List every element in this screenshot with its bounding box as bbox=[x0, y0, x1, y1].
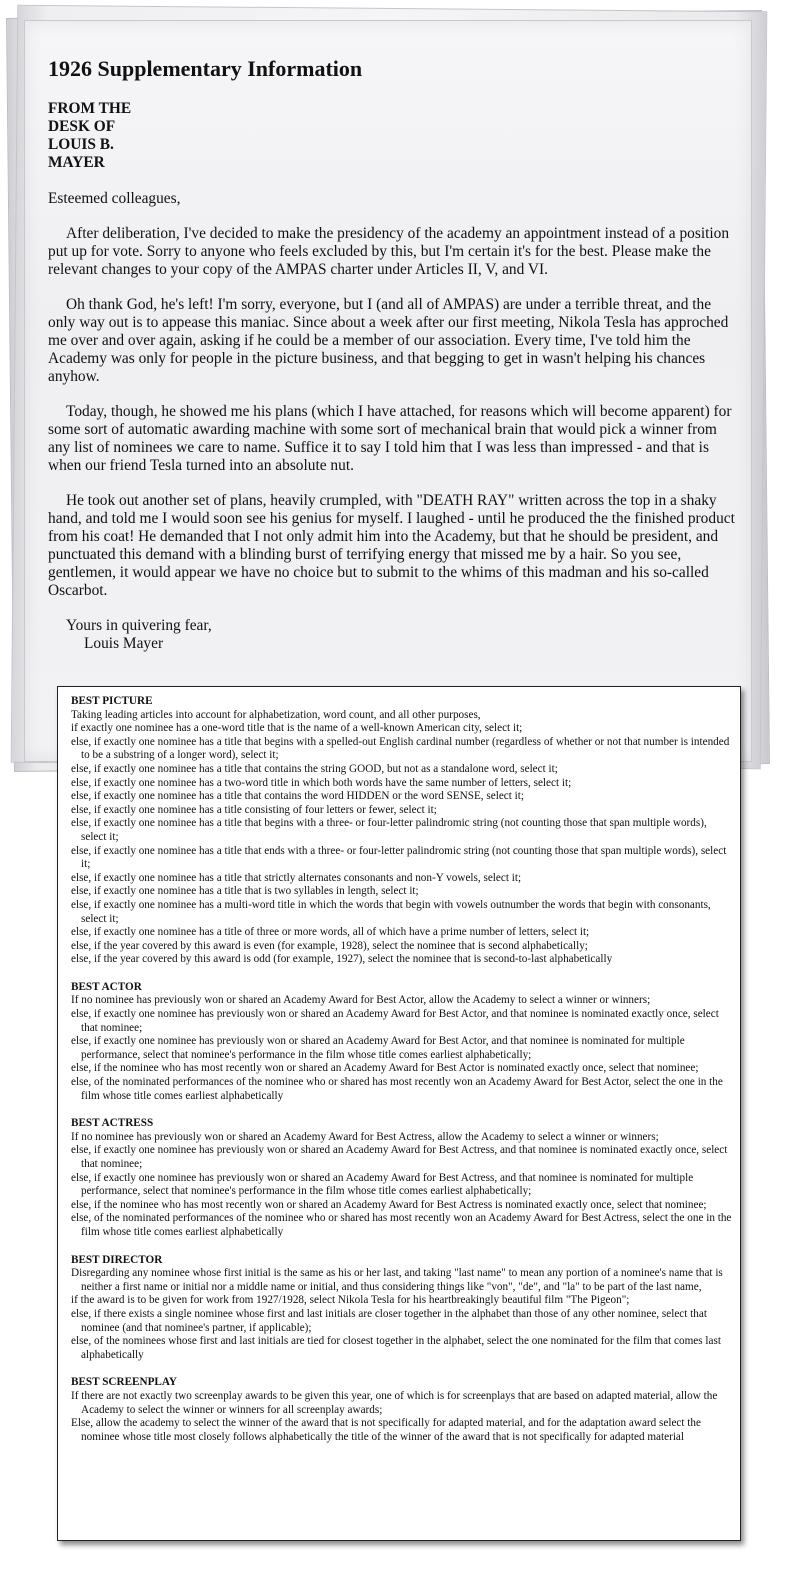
rule-line: else, if exactly one nominee has a title that begins with a spelled-out English cardinal number (regardless of whether or not that number is intended to be a substring of a longer word), select it; bbox=[71, 735, 730, 762]
rules-section-best-actor bbox=[71, 981, 732, 1103]
rule-line: else, if exactly one nominee has a multi-word title in which the words that begin with vowels outnumber the words that begin with consonants, select it; bbox=[71, 898, 711, 925]
letterhead-line: DESK OF bbox=[48, 118, 116, 135]
section-title: BEST ACTRESS bbox=[71, 1117, 154, 1130]
letterhead-line: FROM THE bbox=[48, 100, 132, 117]
signature: Louis Mayer bbox=[84, 635, 164, 652]
closing-block bbox=[66, 617, 738, 653]
rule-line: else, if exactly one nominee has a title that ends with a three- or four-letter palindromic string (not counting those that span multiple words), select it; bbox=[71, 844, 727, 871]
rule-line: if the award is to be given for work from 1927/1928, select Nikola Tesla for his heartbreakingly beautiful film "The Pigeon"; bbox=[71, 1294, 630, 1307]
rule-line: Disregarding any nominee whose first initial is the same as his or her last, and taking "last name" to mean any portion of a nominee's name that is neither a first name or initial nor a middle name or initial, and thus considering things like "von", "de", and "la" to be part of the last name, bbox=[71, 1267, 723, 1293]
rules-sheet bbox=[57, 686, 741, 1541]
page-title: 1926 Supplementary Information bbox=[48, 56, 363, 81]
rule-line: else, if exactly one nominee has a title that begins with a three- or four-letter palindromic string (not counting those that span multiple words), select it; bbox=[71, 817, 707, 843]
rule-intro: Taking leading articles into account for alphabetization, word count, and all other purposes, bbox=[71, 708, 481, 721]
rule-line: else, if exactly one nominee has previously won or shared an Academy Award for Best Actor, and that nominee is nominated exactly once, select that nominee; bbox=[71, 1008, 719, 1034]
rule-line: else, if the nominee who has most recently won or shared an Academy Award for Best Actor is nominated exactly once, select that nominee; bbox=[71, 1062, 699, 1075]
letter-paragraph: He took out another set of plans, heavily crumpled, with "DEATH RAY" written across the top in a shaky hand, and told me I would soon see his genius for myself. I laughed - until he produced the the finished product from his coat! He demanded that I not only admit him into the Academy, but that he should be president, and punctuated this demand with a blinding burst of terrifying energy that missed me by a hair. So you see, gentlemen, it would appear we have no choice but to submit to the whims of this madman and his so-called Oscarbot. bbox=[48, 492, 735, 599]
closing: Yours in quivering fear, bbox=[66, 617, 212, 634]
section-title: BEST PICTURE bbox=[71, 695, 153, 707]
rule-line: else, if the year covered by this award is even (for example, 1928), select the nominee that is second alphabetically; bbox=[71, 939, 588, 952]
section-title: BEST ACTOR bbox=[71, 980, 142, 993]
rule-line: else, of the nominated performances of the nominee who or shared has most recently won an Academy Award for Best Actor, select the one in the film whose title comes earliest alphabetically bbox=[71, 1076, 723, 1102]
rule-line: else, if the year covered by this award is odd (for example, 1927), select the nominee that is second-to-last alphabetically bbox=[71, 953, 613, 966]
rule-line: else, if exactly one nominee has a title that is two syllables in length, select it; bbox=[71, 885, 419, 898]
rule-line: else, if the nominee who has most recently won or shared an Academy Award for Best Actress is nominated exactly once, select that nominee; bbox=[71, 1198, 707, 1211]
rule-line: else, if exactly one nominee has a title of three or more words, all of which have a prime number of letters, select it; bbox=[71, 926, 590, 939]
rule-line: If there are not exactly two screenplay awards to be given this year, one of which is for screenplays that are based on adapted material, allow the Academy to select the winner or winners for all screenplay awards; bbox=[71, 1389, 718, 1416]
rule-line: else, of the nominated performances of the nominee who or shared has most recently won an Academy Award for Best Actress, select the one in the film whose title comes earliest alphabetically bbox=[71, 1212, 732, 1238]
letterhead-line: LOUIS B. bbox=[48, 136, 114, 153]
rule-line: If no nominee has previously won or shared an Academy Award for Best Actor, allow the Academy to select a winner or winners; bbox=[71, 994, 651, 1007]
rules-section-best-actress bbox=[71, 1117, 732, 1239]
rule-line: else, if exactly one nominee has a title that contains the word HIDDEN or the word SENSE, select it; bbox=[71, 790, 524, 803]
rule-line: else, if exactly one nominee has previously won or shared an Academy Award for Best Actress, and that nominee is nominated exactly once, select that nominee; bbox=[71, 1144, 728, 1170]
rule-line: else, if exactly one nominee has a title that contains the string GOOD, but not as a standalone word, select it; bbox=[71, 762, 558, 775]
rule-line: else, if exactly one nominee has a title that strictly alternates consonants and non-Y vowels, select it; bbox=[71, 871, 522, 884]
rule-line: else, if exactly one nominee has a title consisting of four letters or fewer, select it; bbox=[71, 803, 437, 816]
letterhead bbox=[48, 100, 738, 172]
section-title: BEST SCREENPLAY bbox=[71, 1376, 178, 1389]
letter-paragraph: Oh thank God, he's left! I'm sorry, everyone, but I (and all of AMPAS) are under a terrible threat, and the only way out is to appease this maniac. Since about a week after our first meeting, Nikola Tesla has approched me over and over again, asking if he could be a member of our association. Every time, I've told him the Academy was only for people in the picture business, and that begging to get in wasn't helping his chances anyhow. bbox=[48, 296, 729, 385]
letterhead-line: MAYER bbox=[48, 154, 105, 171]
rule-line: if exactly one nominee has a one-word title that is the name of a well-known American city, select it; bbox=[71, 722, 523, 735]
rule-line: else, if exactly one nominee has previously won or shared an Academy Award for Best Actor, and that nominee is nominated for multiple performance, select that nominee's performance in the film whose title comes earliest alphabetically; bbox=[71, 1035, 685, 1061]
rule-line: else, if exactly one nominee has previously won or shared an Academy Award for Best Actress, and that nominee is nominated for multiple performance, select that nominee's performance in the film whose title comes earliest alphabetically; bbox=[71, 1171, 694, 1198]
rule-line: else, of the nominees whose first and last initials are tied for closest together in the alphabet, select the one nominated for the film that comes last alphabetically bbox=[71, 1335, 721, 1361]
rules-section-best-picture bbox=[71, 695, 732, 967]
section-title: BEST DIRECTOR bbox=[71, 1253, 163, 1266]
rules-section-best-director bbox=[71, 1254, 732, 1363]
rules-section-best-screenplay bbox=[71, 1376, 732, 1444]
rule-line: If no nominee has previously won or shared an Academy Award for Best Actress, allow the Academy to select a winner or winners; bbox=[71, 1130, 659, 1143]
rule-line: else, if there exists a single nominee whose first and last initials are closer together in the alphabet than those of any other nominee, select that nominee (and that nominee's partner, if applicable); bbox=[71, 1307, 707, 1334]
rule-line: else, if exactly one nominee has a two-word title in which both words have the same number of letters, select it; bbox=[71, 776, 572, 789]
rule-line: Else, allow the academy to select the winner of the award that is not specifically for adapted material, and for the adaptation award select the nominee whose title most closely follows alphabetically the title of the winner of the award that is not specifically for adapted material bbox=[71, 1417, 701, 1443]
letter-paragraph: Today, though, he showed me his plans (which I have attached, for reasons which will become apparent) for some sort of automatic awarding machine with some sort of mechanical brain that would pick a winner from any list of nominees we care to name. Suffice it to say I told him that I was less than impressed - and that is when our friend Tesla turned into an absolute nut. bbox=[48, 403, 732, 474]
salutation: Esteemed colleagues, bbox=[48, 190, 181, 207]
letter bbox=[48, 56, 738, 653]
letter-paragraph: After deliberation, I've decided to make the presidency of the academy an appointment instead of a position put up for vote. Sorry to anyone who feels excluded by this, but I'm certain it's for the best. Please make the relevant changes to your copy of the AMPAS charter under Articles II, V, and VI. bbox=[48, 225, 730, 278]
